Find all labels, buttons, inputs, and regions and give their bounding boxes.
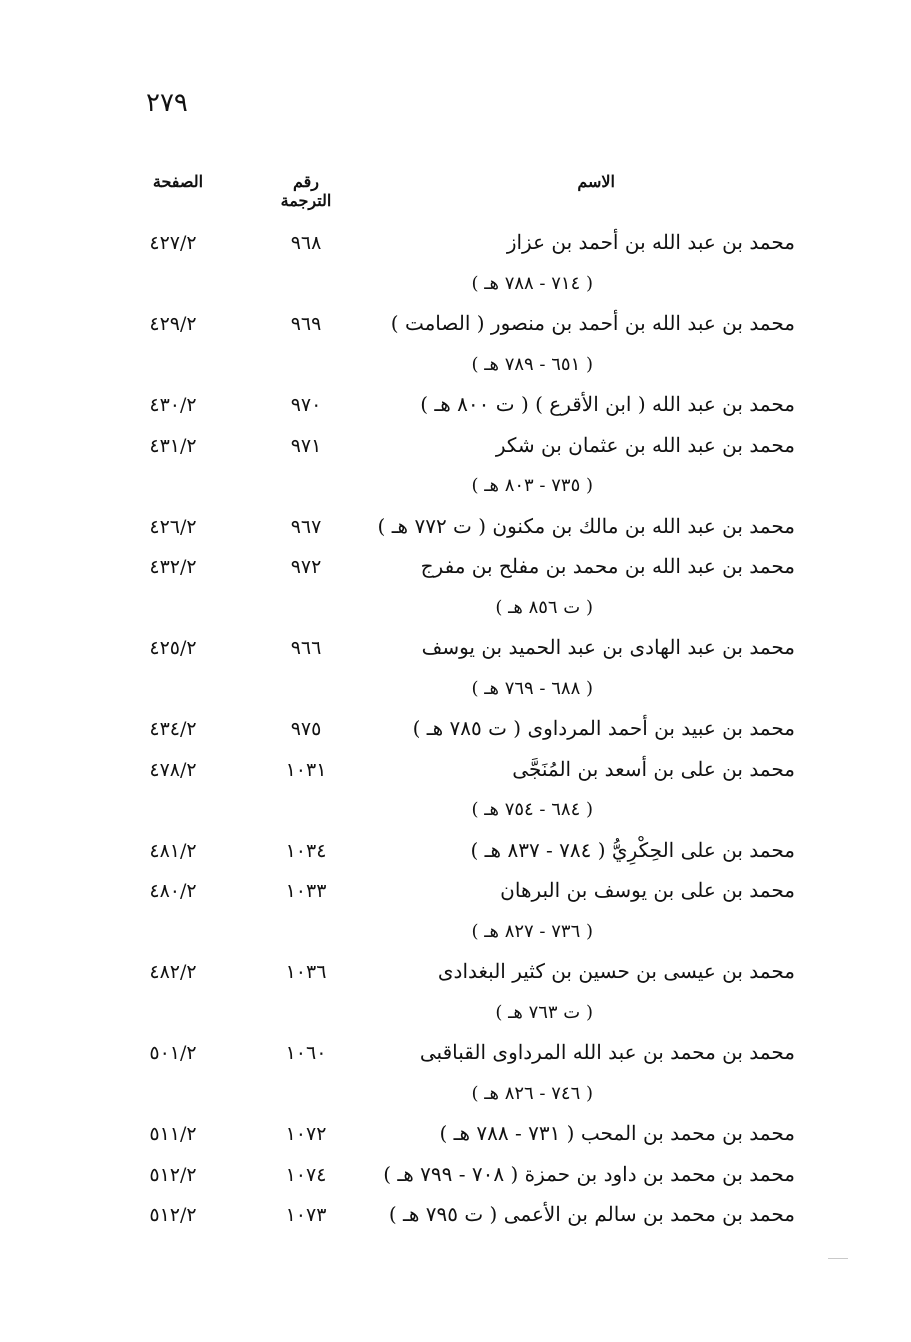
entry-page-reference: ٤٣٠/٢: [149, 394, 197, 416]
entry-translation-number: ٩٧١: [290, 434, 322, 457]
entry-translation-number: ١٠٣١: [285, 758, 327, 781]
entry-translation-number: ٩٧٥: [290, 718, 322, 740]
entry-translation-number: ١٠٣٣: [285, 880, 327, 902]
index-entry-row: [0, 226, 911, 267]
index-entry-dates-row: [0, 672, 911, 713]
column-header-page: الصفحة: [152, 172, 204, 191]
entry-name: محمد بن على بن أسعد بن المُنَجَّى: [512, 756, 795, 781]
column-header-translation-number: رقم الترجمة: [280, 172, 332, 210]
index-entry-row: [0, 712, 911, 753]
entry-page-reference: ٤٢٥/٢: [149, 637, 197, 659]
entry-page-reference: ٤٧٨/٢: [149, 758, 197, 781]
entry-page-reference: ٥١٢/٢: [149, 1163, 197, 1186]
entry-translation-number: ٩٧٢: [290, 556, 322, 578]
entry-page-reference: ٤٣١/٢: [149, 434, 197, 457]
entry-name: محمد بن على الحِكْرِيُّ ( ٧٨٤ - ٨٣٧ هـ ): [470, 837, 795, 862]
entry-name: محمد بن عيسى بن حسين بن كثير البغدادى: [437, 959, 795, 983]
index-entry-row: [0, 1117, 911, 1158]
index-entry-row: [0, 307, 911, 348]
entry-name: محمد بن محمد بن داود بن حمزة ( ٧٠٨ - ٧٩٩ هـ ): [383, 1161, 795, 1186]
index-entry-dates-row: [0, 793, 911, 834]
scan-artifact-mark: [828, 1258, 848, 1259]
entry-name: محمد بن عبد الله بن مالك بن مكنون ( ت ٧٧٢ هـ ): [377, 513, 795, 538]
entry-name: محمد بن عبد الله بن عثمان بن شكر: [495, 432, 795, 457]
entry-dates: ( ٧٤٦ - ٨٢٦ هـ ): [471, 1082, 593, 1104]
entry-translation-number: ٩٦٦: [290, 637, 322, 659]
page-number: ٢٧٩: [146, 88, 188, 118]
entry-dates: ( ٧٣٦ - ٨٢٧ هـ ): [471, 920, 593, 942]
entry-name: محمد بن عبد الله بن أحمد بن منصور ( الصامت ): [390, 311, 795, 335]
entry-translation-number: ١٠٧٤: [285, 1163, 327, 1186]
entry-name: محمد بن عبد الله ( ابن الأقرع ) ( ت ٨٠٠ هـ ): [420, 392, 795, 416]
index-entry-dates-row: [0, 348, 911, 389]
entry-name: محمد بن محمد بن المحب ( ٧٣١ - ٧٨٨ هـ ): [439, 1121, 795, 1145]
entry-page-reference: ٤٣٢/٢: [149, 556, 197, 578]
entry-page-reference: ٥٠١/٢: [149, 1042, 197, 1064]
entry-name: محمد بن محمد بن عبد الله المرداوى القباقبى: [419, 1040, 795, 1064]
entry-translation-number: ٩٦٧: [290, 515, 322, 538]
index-entry-dates-row: [0, 469, 911, 510]
index-entry-row: [0, 631, 911, 672]
index-entry-dates-row: [0, 996, 911, 1037]
entry-name: محمد بن عبيد بن أحمد المرداوى ( ت ٧٨٥ هـ ): [412, 716, 795, 740]
index-entry-row: [0, 1158, 911, 1199]
index-entry-dates-row: [0, 1077, 911, 1118]
column-header-name: الاسم: [577, 172, 615, 191]
index-entry-dates-row: [0, 591, 911, 632]
entry-translation-number: ٩٦٩: [290, 313, 322, 335]
index-entry-dates-row: [0, 915, 911, 956]
index-entry-row: [0, 955, 911, 996]
entry-page-reference: ٤٢٩/٢: [149, 313, 197, 335]
index-entries: [0, 226, 911, 1239]
index-entry-row: [0, 550, 911, 591]
entry-dates: ( ٦٨٨ - ٧٦٩ هـ ): [471, 677, 593, 699]
entry-page-reference: ٤٨١/٢: [149, 839, 197, 862]
entry-translation-number: ٩٦٨: [290, 232, 322, 254]
table-header: [0, 172, 911, 210]
index-entry-row: [0, 429, 911, 470]
entry-translation-number: ١٠٣٦: [285, 961, 327, 983]
index-entry-dates-row: [0, 267, 911, 308]
entry-dates: ( ت ٨٥٦ هـ ): [495, 596, 593, 618]
index-entry-row: [0, 753, 911, 794]
entry-dates: ( ت ٧٦٣ هـ ): [495, 1001, 593, 1023]
entry-dates: ( ٧٣٥ - ٨٠٣ هـ ): [471, 475, 593, 496]
index-entry-row: [0, 834, 911, 875]
entry-name: محمد بن عبد الله بن أحمد بن عزاز: [506, 230, 795, 254]
entry-page-reference: ٥١٢/٢: [149, 1204, 197, 1226]
entry-page-reference: ٥١١/٢: [149, 1123, 197, 1145]
index-entry-row: [0, 1036, 911, 1077]
entry-page-reference: ٤٢٦/٢: [149, 515, 197, 538]
entry-translation-number: ٩٧٠: [290, 394, 322, 416]
entry-page-reference: ٤٨٠/٢: [149, 880, 197, 902]
entry-page-reference: ٤٨٢/٢: [149, 961, 197, 983]
entry-dates: ( ٦٨٤ - ٧٥٤ هـ ): [471, 799, 593, 820]
entry-translation-number: ١٠٦٠: [285, 1042, 327, 1064]
entry-translation-number: ١٠٧٢: [285, 1123, 327, 1145]
entry-page-reference: ٤٣٤/٢: [149, 718, 197, 740]
entry-dates: ( ٧١٤ - ٧٨٨ هـ ): [471, 272, 593, 294]
entry-name: محمد بن على بن يوسف بن البرهان: [500, 878, 795, 902]
index-entry-row: [0, 874, 911, 915]
index-entry-row: [0, 510, 911, 551]
entry-name: محمد بن محمد بن سالم بن الأعمى ( ت ٧٩٥ هـ ): [388, 1202, 795, 1226]
entry-name: محمد بن عبد الهادى بن عبد الحميد بن يوسف: [421, 635, 795, 659]
entry-translation-number: ١٠٣٤: [285, 839, 327, 862]
index-entry-row: [0, 1198, 911, 1239]
entry-name: محمد بن عبد الله بن محمد بن مفلح بن مفرج: [420, 554, 795, 578]
index-entry-row: [0, 388, 911, 429]
entry-dates: ( ٦٥١ - ٧٨٩ هـ ): [471, 353, 593, 375]
entry-page-reference: ٤٢٧/٢: [149, 232, 197, 254]
entry-translation-number: ١٠٧٣: [285, 1204, 327, 1226]
